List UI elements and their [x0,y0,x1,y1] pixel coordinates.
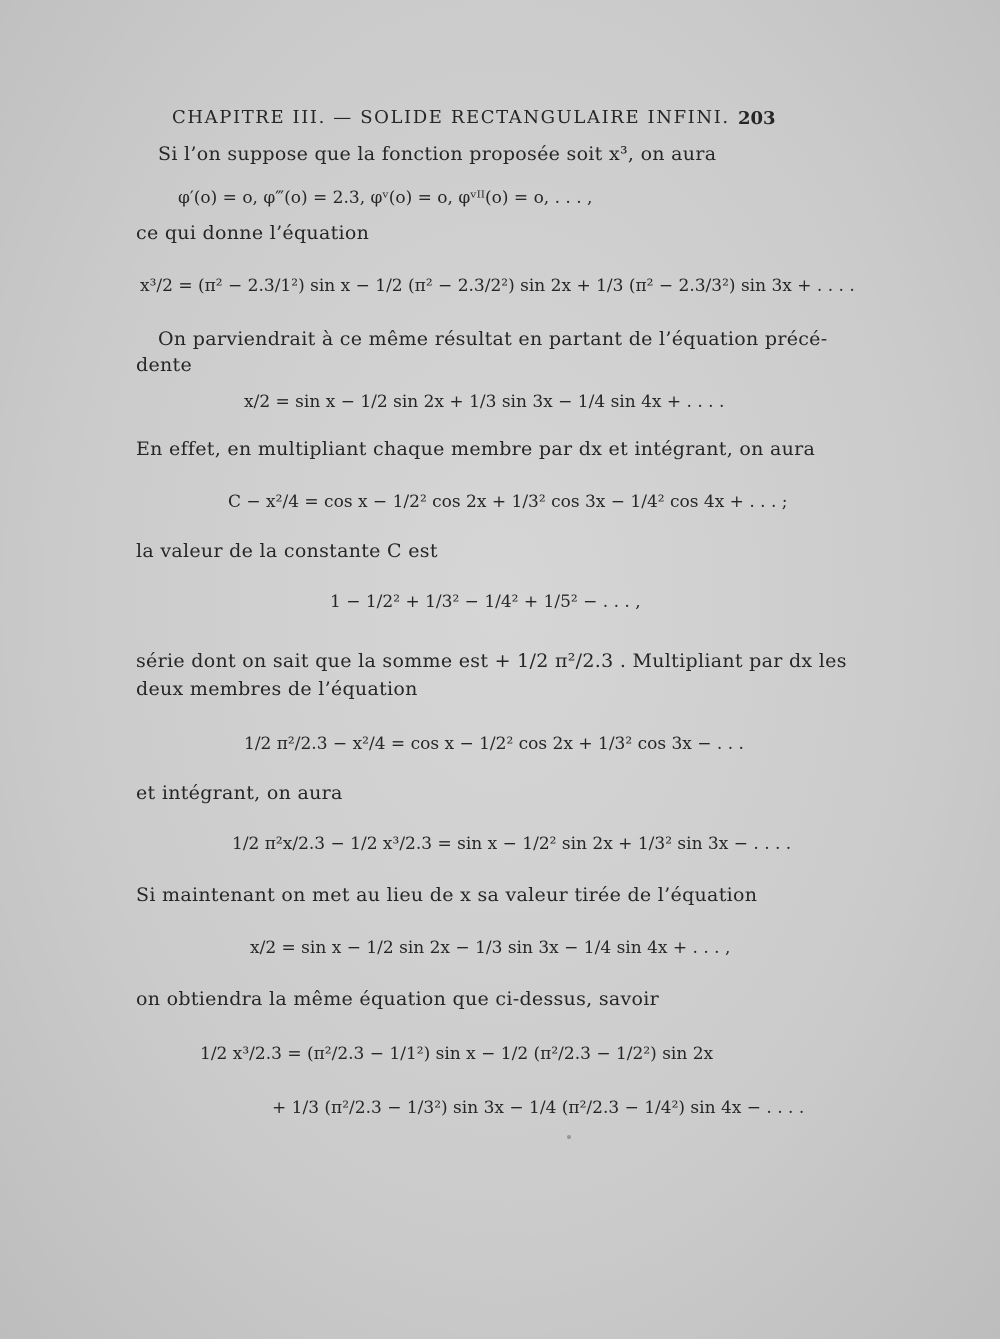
paragraph-3b: dente [136,354,193,376]
equation-2: x³/2 = (π² − 2.3/1²) sin x − 1/2 (π² − 2.3/2²) sin 2x + 1/3 (π² − 2.3/3²) sin 3x + . . . . [140,276,855,296]
equation-4: C − x²/4 = cos x − 1/2² cos 2x + 1/3² cos 3x − 1/4² cos 4x + . . . ; [228,492,788,512]
page-number: 203 [738,108,776,129]
equation-1: φ′(o) = o, φ‴(o) = 2.3, φᵛ(o) = o, φᵛᴵᴵ(o) = o, . . . , [178,188,593,208]
paragraph-6a: série dont on sait que la somme est + 1/2 π²/2.3 . Multipliant par dx les [136,650,847,672]
equation-8: x/2 = sin x − 1/2 sin 2x − 1/3 sin 3x − 1/4 sin 4x + . . . , [250,938,731,958]
equation-9a: 1/2 x³/2.3 = (π²/2.3 − 1/1²) sin x − 1/2 (π²/2.3 − 1/2²) sin 2x [200,1044,714,1064]
paragraph-2: ce qui donne l’équation [136,222,370,244]
paragraph-8: Si maintenant on met au lieu de x sa valeur tirée de l’équation [136,884,758,906]
running-header: CHAPITRE III. — SOLIDE RECTANGULAIRE INFINI. [172,107,730,128]
paragraph-3a: On parviendrait à ce même résultat en partant de l’équation précé- [158,328,828,350]
equation-6: 1/2 π²/2.3 − x²/4 = cos x − 1/2² cos 2x + 1/3² cos 3x − . . . [244,734,744,754]
equation-3: x/2 = sin x − 1/2 sin 2x + 1/3 sin 3x − 1/4 sin 4x + . . . . [244,392,725,412]
paragraph-6b: deux membres de l’équation [136,678,418,700]
paragraph-5: la valeur de la constante C est [136,540,438,562]
equation-9b: + 1/3 (π²/2.3 − 1/3²) sin 3x − 1/4 (π²/2.3 − 1/4²) sin 4x − . . . . [272,1098,805,1118]
ink-speck [567,1135,571,1139]
equation-5: 1 − 1/2² + 1/3² − 1/4² + 1/5² − . . . , [330,592,641,612]
paragraph-4: En effet, en multipliant chaque membre par dx et intégrant, on aura [136,438,816,460]
paragraph-9: on obtiendra la même équation que ci-dessus, savoir [136,988,660,1010]
paragraph-7: et intégrant, on aura [136,782,343,804]
paragraph-1: Si l’on suppose que la fonction proposée soit x³, on aura [158,143,717,165]
equation-7: 1/2 π²x/2.3 − 1/2 x³/2.3 = sin x − 1/2² sin 2x + 1/3² sin 3x − . . . . [232,834,792,854]
